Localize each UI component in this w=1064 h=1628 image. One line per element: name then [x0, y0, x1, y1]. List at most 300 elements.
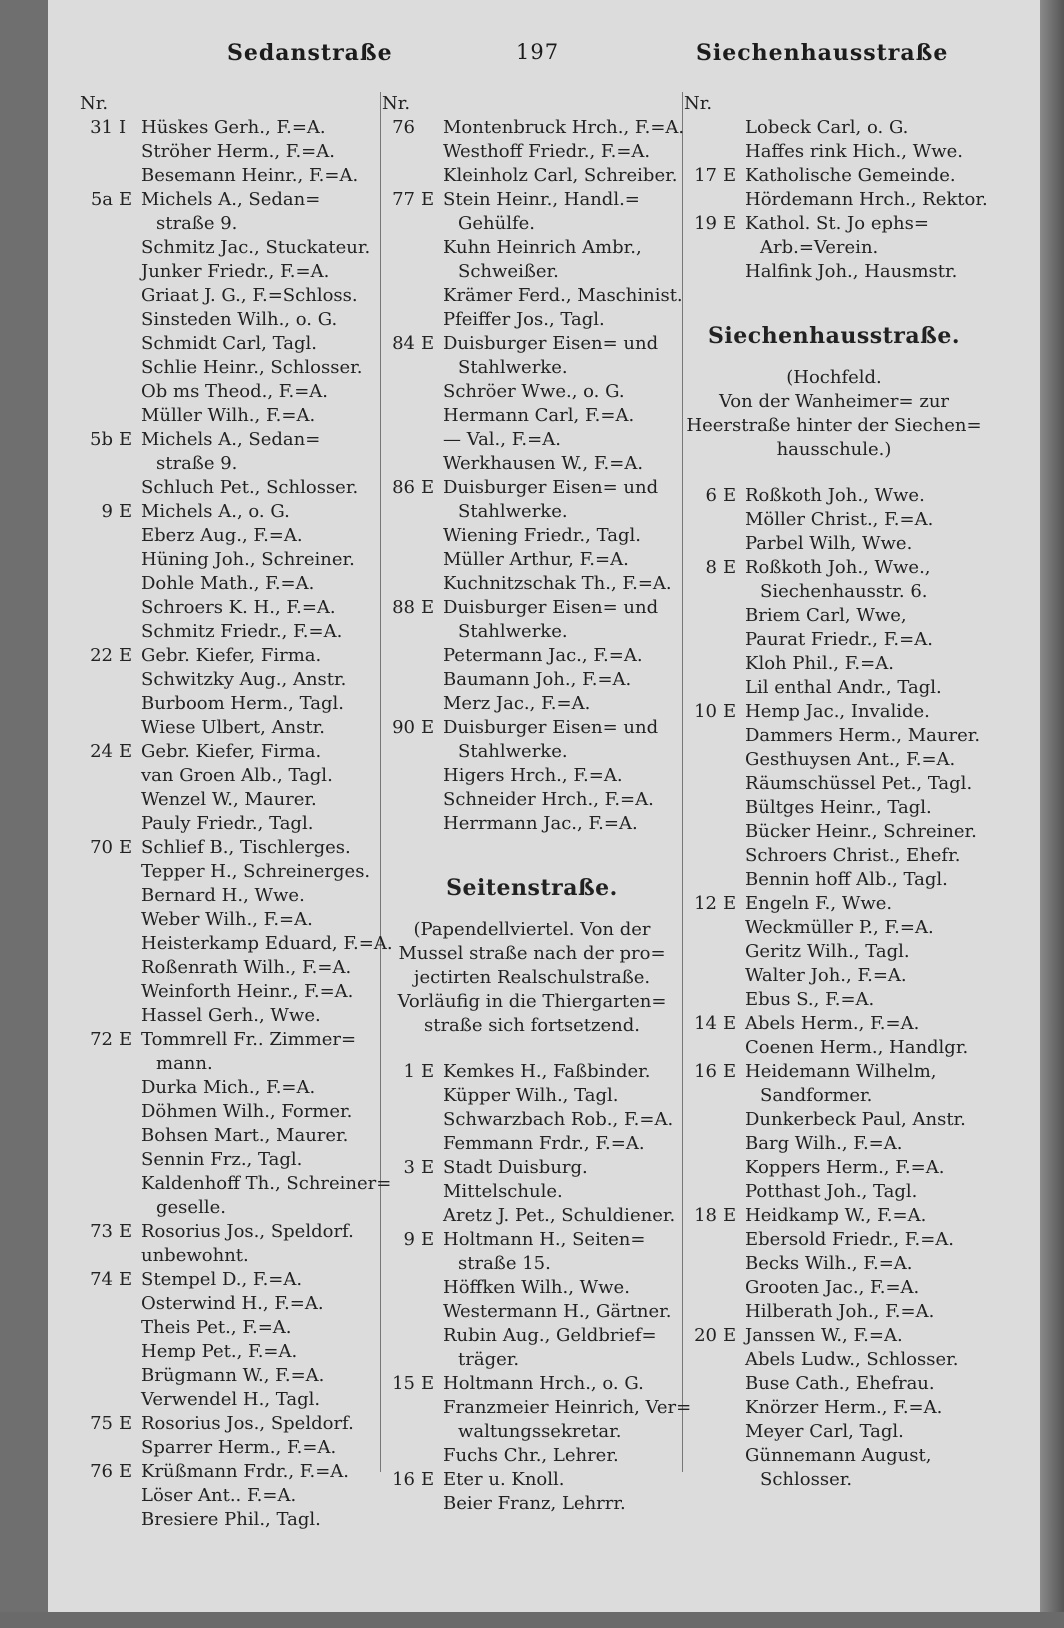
entry-continuation: [80, 452, 380, 476]
entry-text: Hüskes Gerh., F.=A.: [141, 117, 326, 138]
directory-entry: [80, 1028, 380, 1052]
directory-entry: [80, 932, 393, 956]
owner-marker: E: [723, 1013, 737, 1034]
nr-heading: Nr.: [684, 93, 713, 114]
directory-entry: [382, 1204, 682, 1228]
entry-text: Briem Carl, Wwe,: [745, 605, 907, 626]
house-number: 5b: [90, 429, 113, 450]
entry-text: träger.: [458, 1349, 520, 1370]
description-line: straße sich fortsetzend.: [423, 1015, 641, 1036]
directory-entry: [80, 1124, 380, 1148]
entry-text: Weinforth Heinr., F.=A.: [141, 981, 354, 1002]
owner-marker: E: [421, 1373, 435, 1394]
entry-text: Wenzel W., Maurer.: [141, 789, 317, 810]
entry-list: [382, 1060, 692, 1516]
house-number: 3: [403, 1157, 415, 1178]
entry-text: Heisterkamp Eduard, F.=A.: [141, 933, 393, 954]
directory-entry: [684, 188, 988, 212]
directory-entry: [80, 980, 380, 1004]
entry-continuation: [382, 1348, 682, 1372]
entry-text: Westermann H., Gärtner.: [443, 1301, 672, 1322]
owner-marker: E: [421, 477, 435, 498]
owner-marker: E: [723, 1205, 737, 1226]
entry-continuation: [80, 1196, 380, 1220]
entry-text: mann.: [156, 1053, 213, 1074]
description-line: jectirten Realschulstraße.: [413, 967, 651, 988]
entry-text: Heidemann Wilhelm,: [745, 1061, 937, 1082]
house-number: 86: [392, 477, 415, 498]
entry-text: Montenbruck Hrch., F.=A.: [443, 117, 685, 138]
house-number: 20: [694, 1325, 717, 1346]
directory-entry: [382, 1492, 682, 1516]
entry-text: Stahlwerke.: [458, 357, 568, 378]
entry-text: straße 15.: [458, 1253, 551, 1274]
entry-text: Haffes rink Hich., Wwe.: [745, 141, 963, 162]
directory-entry: [80, 1436, 380, 1460]
entry-text: Müller Arthur, F.=A.: [443, 549, 629, 570]
entry-text: Schröer Wwe., o. G.: [443, 381, 625, 402]
directory-entry: [80, 1148, 380, 1172]
entry-text: Michels A., Sedan=: [141, 189, 321, 210]
directory-entry: [684, 844, 984, 868]
entry-text: Hemp Pet., F.=A.: [141, 1341, 298, 1362]
entry-text: Higers Hrch., F.=A.: [443, 765, 623, 786]
description-line: (Papendellviertel. Von der: [413, 919, 651, 940]
directory-entry: [382, 548, 682, 572]
house-number: 31: [90, 117, 113, 138]
entry-text: Ebersold Friedr., F.=A.: [745, 1229, 955, 1250]
directory-entry: [382, 308, 682, 332]
directory-entry: [80, 524, 380, 548]
directory-entry: [382, 380, 682, 404]
entry-text: Schmidt Carl, Tagl.: [141, 333, 317, 354]
entry-text: Bohsen Mart., Maurer.: [141, 1125, 349, 1146]
entry-text: Petermann Jac., F.=A.: [443, 645, 643, 666]
owner-marker: E: [119, 429, 133, 450]
directory-entry: [382, 668, 682, 692]
entry-text: Herrmann Jac., F.=A.: [443, 813, 638, 834]
directory-entry: [80, 1292, 380, 1316]
entry-text: Sennin Frz., Tagl.: [141, 1149, 303, 1170]
column-3: [684, 92, 988, 1492]
entry-text: Grooten Jac., F.=A.: [745, 1277, 920, 1298]
house-number: 76: [392, 117, 415, 138]
directory-entry: [684, 1372, 984, 1396]
directory-entry: [684, 1108, 984, 1132]
directory-entry: [684, 964, 984, 988]
entry-text: Ströher Herm., F.=A.: [141, 141, 335, 162]
entry-text: Gebr. Kiefer, Firma.: [141, 645, 322, 666]
entry-continuation: [684, 1084, 984, 1108]
entry-text: Bültges Heinr., Tagl.: [745, 797, 932, 818]
directory-entry: [684, 1348, 984, 1372]
entry-text: Dammers Herm., Maurer.: [745, 725, 981, 746]
entry-text: Walter Joh., F.=A.: [745, 965, 907, 986]
column-divider: [380, 92, 381, 1472]
entry-text: Brügmann W., F.=A.: [141, 1365, 325, 1386]
house-number: 72: [90, 1029, 113, 1050]
entry-text: Kloh Phil., F.=A.: [745, 653, 894, 674]
entry-text: Franzmeier Heinrich, Ver=: [443, 1397, 692, 1418]
entry-text: Schluch Pet., Schlosser.: [141, 477, 359, 498]
directory-entry: [80, 428, 380, 452]
directory-entry: [80, 1340, 380, 1364]
entry-continuation: [684, 236, 984, 260]
entry-text: Kathol. St. Jo ephs=: [745, 213, 929, 234]
directory-entry: [80, 668, 380, 692]
entry-list: [382, 116, 685, 836]
entry-list: [80, 116, 393, 1532]
entry-text: Schweißer.: [458, 261, 559, 282]
directory-entry: [684, 116, 984, 140]
entry-text: Arb.=Verein.: [760, 237, 879, 258]
entry-continuation: [382, 740, 682, 764]
owner-marker: E: [723, 1061, 737, 1082]
directory-entry: [382, 284, 682, 308]
entry-text: Baumann Joh., F.=A.: [443, 669, 632, 690]
house-number: 16: [392, 1469, 415, 1490]
directory-entry: [80, 1316, 380, 1340]
directory-entry: [684, 772, 984, 796]
entry-text: Günnemann August,: [745, 1445, 932, 1466]
entry-text: van Groen Alb., Tagl.: [141, 765, 333, 786]
entry-text: Schlief B., Tischlerges.: [141, 837, 351, 858]
owner-marker: E: [421, 1469, 435, 1490]
house-number: 12: [694, 893, 717, 914]
entry-text: Dohle Math., F.=A.: [141, 573, 315, 594]
directory-entry: [382, 716, 682, 740]
entry-text: — Val., F.=A.: [443, 429, 561, 450]
entry-text: Meyer Carl, Tagl.: [745, 1421, 904, 1442]
house-number: 19: [694, 213, 717, 234]
entry-text: Löser Ant.. F.=A.: [141, 1485, 297, 1506]
header-right-street: Siechenhausstraße: [696, 40, 949, 66]
entry-text: Schlie Heinr., Schlosser.: [141, 357, 363, 378]
entry-continuation: [382, 356, 682, 380]
entry-text: Bücker Heinr., Schreiner.: [745, 821, 977, 842]
directory-entry: [684, 1420, 984, 1444]
entry-text: Schmitz Jac., Stuckateur.: [141, 237, 371, 258]
directory-entry: [684, 1300, 984, 1324]
directory-entry: [684, 724, 984, 748]
directory-entry: [684, 988, 984, 1012]
house-number: 90: [392, 717, 415, 738]
entry-text: Buse Cath., Ehefrau.: [745, 1373, 935, 1394]
entry-text: Hüning Joh., Schreiner.: [141, 549, 355, 570]
house-number: 9: [403, 1229, 415, 1250]
directory-entry: [684, 868, 984, 892]
directory-entry: [684, 1036, 984, 1060]
entry-text: Burboom Herm., Tagl.: [141, 693, 344, 714]
directory-entry: [382, 1372, 682, 1396]
directory-entry: [684, 1204, 984, 1228]
entry-text: Siechenhausstr. 6.: [760, 581, 928, 602]
entry-text: straße 9.: [156, 453, 238, 474]
entry-text: Junker Friedr., F.=A.: [141, 261, 330, 282]
page-number: 197: [516, 40, 560, 64]
owner-marker: E: [421, 1061, 435, 1082]
entry-text: Holtmann H., Seiten=: [443, 1229, 646, 1250]
directory-entry: [80, 908, 380, 932]
owner-marker: I: [119, 117, 127, 138]
entry-text: Aretz J. Pet., Schuldiener.: [443, 1205, 676, 1226]
entry-text: Bresiere Phil., Tagl.: [141, 1509, 321, 1530]
directory-entry: [382, 812, 682, 836]
entry-text: Theis Pet., F.=A.: [141, 1317, 292, 1338]
nr-heading: Nr.: [80, 93, 109, 114]
directory-entry: [684, 652, 984, 676]
entry-text: Coenen Herm., Handlgr.: [745, 1037, 969, 1058]
owner-marker: E: [421, 189, 435, 210]
entry-text: Werkhausen W., F.=A.: [443, 453, 644, 474]
directory-entry: [80, 164, 380, 188]
entry-text: Fuchs Chr., Lehrer.: [443, 1445, 619, 1466]
owner-marker: E: [723, 213, 737, 234]
owner-marker: E: [723, 893, 737, 914]
owner-marker: E: [421, 597, 435, 618]
entry-text: Michels A., o. G.: [141, 501, 290, 522]
entry-text: Dunkerbeck Paul, Anstr.: [745, 1109, 966, 1130]
owner-marker: E: [119, 741, 133, 762]
entry-text: Kemkes H., Faßbinder.: [443, 1061, 651, 1082]
entry-text: Rosorius Jos., Speldorf.: [141, 1221, 354, 1242]
directory-entry: [382, 164, 682, 188]
directory-entry: [80, 332, 380, 356]
entry-text: Heidkamp W., F.=A.: [745, 1205, 927, 1226]
directory-entry: [382, 572, 682, 596]
directory-entry: [684, 1180, 984, 1204]
directory-entry: [382, 524, 682, 548]
directory-entry: [80, 620, 380, 644]
entry-text: Gesthuysen Ant., F.=A.: [745, 749, 956, 770]
entry-text: waltungssekretar.: [458, 1421, 622, 1442]
directory-entry: [80, 404, 380, 428]
entry-text: Duisburger Eisen= und: [443, 717, 659, 738]
entry-text: Geritz Wilh., Tagl.: [745, 941, 910, 962]
owner-marker: E: [723, 557, 737, 578]
entry-text: Engeln F., Wwe.: [745, 893, 893, 914]
directory-entry: [382, 236, 682, 260]
directory-entry: [684, 1444, 984, 1468]
directory-entry: [684, 140, 984, 164]
house-number: 6: [705, 485, 717, 506]
owner-marker: E: [421, 1157, 435, 1178]
directory-entry: [684, 556, 984, 580]
entry-text: Gehülfe.: [458, 213, 536, 234]
directory-entry: [382, 1084, 682, 1108]
description-line: (Hochfeld.: [786, 367, 882, 388]
entry-text: Griaat J. G., F.=Schloss.: [141, 285, 358, 306]
entry-continuation: [382, 212, 682, 236]
entry-continuation: [382, 500, 682, 524]
directory-entry: [684, 748, 984, 772]
description-line: hausschule.): [776, 439, 892, 460]
entry-text: Osterwind H., F.=A.: [141, 1293, 324, 1314]
house-number: 10: [694, 701, 717, 722]
directory-entry: [80, 1364, 380, 1388]
entry-text: Gebr. Kiefer, Firma.: [141, 741, 322, 762]
house-number: 8: [705, 557, 717, 578]
entry-continuation: [382, 620, 682, 644]
entry-text: Knörzer Herm., F.=A.: [745, 1397, 943, 1418]
entry-text: Duisburger Eisen= und: [443, 333, 659, 354]
entry-continuation: [80, 1052, 380, 1076]
entry-text: Bernard H., Wwe.: [141, 885, 305, 906]
section-description: [382, 918, 682, 1038]
entry-text: Parbel Wilh, Wwe.: [745, 533, 913, 554]
entry-text: geselle.: [156, 1197, 226, 1218]
entry-text: Hassel Gerh., Wwe.: [141, 1005, 321, 1026]
owner-marker: E: [723, 1325, 737, 1346]
owner-marker: E: [119, 1413, 133, 1434]
section-description: [684, 366, 984, 462]
entry-text: Duisburger Eisen= und: [443, 597, 659, 618]
entry-text: Döhmen Wilh., Former.: [141, 1101, 353, 1122]
house-number: 84: [392, 333, 415, 354]
entry-text: Weckmüller P., F.=A.: [745, 917, 934, 938]
directory-entry: [382, 332, 682, 356]
entry-text: Roßenrath Wilh., F.=A.: [141, 957, 352, 978]
entry-text: Ebus S., F.=A.: [745, 989, 875, 1010]
entry-text: Janssen W., F.=A.: [745, 1325, 903, 1346]
house-number: 88: [392, 597, 415, 618]
entry-text: Krämer Ferd., Maschinist.: [443, 285, 683, 306]
directory-entry: [382, 1468, 682, 1492]
owner-marker: E: [119, 1221, 133, 1242]
entry-text: Tepper H., Schreinerges.: [141, 861, 371, 882]
house-number: 17: [694, 165, 717, 186]
entry-text: Lil enthal Andr., Tagl.: [745, 677, 942, 698]
directory-entry: [80, 644, 380, 668]
entry-continuation: [382, 260, 682, 284]
entry-text: Pauly Friedr., Tagl.: [141, 813, 314, 834]
directory-entry: [80, 1508, 380, 1532]
column-1: [80, 92, 393, 1532]
section-title: Seitenstraße.: [446, 875, 618, 901]
entry-text: Weber Wilh., F.=A.: [141, 909, 313, 930]
owner-marker: E: [119, 1461, 133, 1482]
directory-entry: [80, 692, 380, 716]
directory-entry: [382, 1180, 682, 1204]
directory-entry: [684, 1012, 984, 1036]
directory-entry: [382, 1444, 682, 1468]
owner-marker: E: [119, 837, 133, 858]
section-title: Siechenhausstraße.: [707, 323, 961, 349]
entry-continuation: [684, 1468, 984, 1492]
directory-entry: [684, 628, 984, 652]
entry-text: Stahlwerke.: [458, 741, 568, 762]
entry-text: unbewohnt.: [141, 1245, 249, 1266]
directory-entry: [80, 1220, 380, 1244]
house-number: 73: [90, 1221, 113, 1242]
entry-text: Abels Ludw., Schlosser.: [745, 1349, 959, 1370]
page-edge: [1040, 0, 1064, 1628]
entry-text: Schwitzky Aug., Anstr.: [141, 669, 347, 690]
directory-entry: [382, 452, 682, 476]
directory-entry: [382, 1324, 682, 1348]
directory-entry: [80, 1100, 380, 1124]
directory-entry: [80, 788, 380, 812]
directory-entry: [382, 404, 682, 428]
directory-entry: [684, 1132, 984, 1156]
entry-text: Bennin hoff Alb., Tagl.: [745, 869, 948, 890]
directory-entry: [382, 596, 682, 620]
entry-text: Paurat Friedr., F.=A.: [745, 629, 933, 650]
nr-heading: Nr.: [382, 93, 411, 114]
directory-entry: [80, 716, 380, 740]
directory-entry: [80, 740, 380, 764]
entry-text: Wiese Ulbert, Anstr.: [141, 717, 325, 738]
directory-entry: [684, 212, 984, 236]
entry-text: Becks Wilh., F.=A.: [745, 1253, 913, 1274]
directory-entry: [684, 260, 984, 284]
entry-text: Müller Wilh., F.=A.: [141, 405, 316, 426]
directory-entry: [382, 1156, 682, 1180]
directory-entry: [382, 1060, 682, 1084]
directory-entry: [684, 1276, 984, 1300]
directory-entry: [80, 1412, 380, 1436]
owner-marker: E: [119, 645, 133, 666]
owner-marker: E: [119, 1029, 133, 1050]
directory-entry: [382, 140, 682, 164]
directory-entry: [684, 164, 984, 188]
directory-entry: [382, 644, 682, 668]
directory-entry: [80, 596, 380, 620]
directory-entry: [80, 308, 380, 332]
entry-text: Sparrer Herm., F.=A.: [141, 1437, 337, 1458]
directory-entry: [80, 380, 380, 404]
entry-continuation: [382, 1252, 682, 1276]
entry-text: Duisburger Eisen= und: [443, 477, 659, 498]
directory-entry: [80, 812, 380, 836]
directory-entry: [80, 236, 380, 260]
entry-text: Besemann Heinr., F.=A.: [141, 165, 359, 186]
entry-text: Eter u. Knoll.: [443, 1469, 565, 1490]
directory-entry: [382, 428, 682, 452]
entry-text: Holtmann Hrch., o. G.: [443, 1373, 644, 1394]
house-number: 75: [90, 1413, 113, 1434]
entry-text: straße 9.: [156, 213, 238, 234]
entry-text: Roßkoth Joh., Wwe.,: [745, 557, 931, 578]
directory-entry: [684, 892, 984, 916]
entry-text: Kaldenhoff Th., Schreiner=: [141, 1173, 392, 1194]
description-line: Von der Wanheimer= zur: [718, 391, 950, 412]
entry-text: Tommrell Fr.. Zimmer=: [141, 1029, 357, 1050]
house-number: 14: [694, 1013, 717, 1034]
entry-text: Schneider Hrch., F.=A.: [443, 789, 654, 810]
entry-text: Verwendel H., Tagl.: [141, 1389, 321, 1410]
entry-text: Schroers Christ., Ehefr.: [745, 845, 961, 866]
house-number: 76: [90, 1461, 113, 1482]
house-number: 18: [694, 1205, 717, 1226]
directory-entry: [684, 700, 984, 724]
directory-entry: [382, 1228, 682, 1252]
directory-entry: [684, 1252, 984, 1276]
directory-entry: [80, 1244, 380, 1268]
entry-text: Stahlwerke.: [458, 501, 568, 522]
entry-text: Barg Wilh., F.=A.: [745, 1133, 903, 1154]
entry-text: Sandformer.: [760, 1085, 873, 1106]
directory-entry: [80, 1076, 380, 1100]
directory-entry: [80, 548, 380, 572]
entry-text: Hermann Carl, F.=A.: [443, 405, 635, 426]
description-line: Mussel straße nach der pro=: [398, 943, 666, 964]
directory-entry: [382, 188, 682, 212]
entry-text: Merz Jac., F.=A.: [443, 693, 591, 714]
entry-text: Schlosser.: [760, 1469, 853, 1490]
house-number: 70: [90, 837, 113, 858]
directory-entry: [684, 916, 984, 940]
